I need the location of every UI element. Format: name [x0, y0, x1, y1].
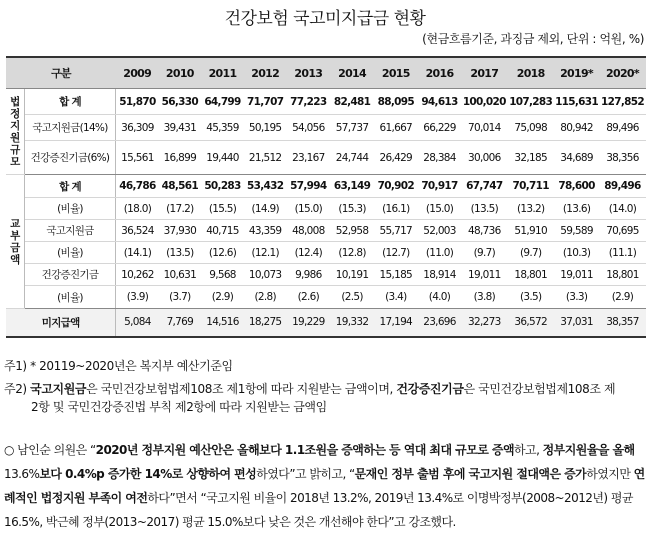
table-row: 국고지원금(14%) 36,309 39,431 45,359 50,195 54,056 57,737 61,667 66,229 70,014 75,098 80,942 89,496	[6, 115, 646, 141]
header-category: 구분	[6, 57, 116, 89]
section-label-legal: 법정지원규모	[6, 89, 24, 175]
table-row: 건강증진기금 10,262 10,631 9,568 10,073 9,986 10,191 15,185 18,914 19,011 18,801 19,011 18,801	[6, 264, 646, 286]
header-year: 2014	[330, 57, 374, 89]
row-label: (비율)	[24, 286, 116, 309]
footnote-1: 주1) * 20119~2020년은 복지부 예산기준임	[4, 359, 233, 373]
footnote-2-line1: 주2) 국고지원금은 국민건강보험법제108조 제1항에 따라 지원받는 금액이며, 건강증진기금은 국민건강보험법제108조 제	[4, 382, 616, 396]
header-year: 2010	[159, 57, 202, 89]
row-label: 건강증진기금(6%)	[24, 141, 116, 175]
section-label-paid: 교부금액	[6, 175, 24, 309]
header-year: 2012	[244, 57, 287, 89]
footnote-2-line2: 2항 및 국민건강증진법 부칙 제2항에 따라 지원받는 금액임	[31, 400, 327, 414]
table-row: (비율) (14.1) (13.5) (12.6) (12.1) (12.4) (12.8) (12.7) (11.0) (9.7) (9.7) (10.3) (11.1)	[6, 242, 646, 264]
row-label: 건강증진기금	[24, 264, 116, 286]
table-row: 법정지원규모 합 계 51,870 56,330 64,799 71,707 77,223 82,481 88,095 94,613 100,020 107,283 115,631 127,852	[6, 89, 646, 115]
header-year: 2020*	[599, 57, 646, 89]
header-year: 2019*	[554, 57, 599, 89]
table-row: 교부금액 합 계 46,786 48,561 50,283 53,432 57,994 63,149 70,902 70,917 67,747 70,711 78,600 89,496	[6, 175, 646, 198]
footnote-2	[4, 380, 646, 416]
table-row: 미지급액 5,084 7,769 14,516 18,275 19,229 19,332 17,194 23,696 32,273 36,572 37,031 38,357	[6, 309, 646, 337]
term-health-fund: 건강증진기금	[396, 382, 464, 396]
row-label: 합 계	[24, 89, 116, 115]
header-year: 2013	[286, 57, 330, 89]
row-label: 미지급액	[6, 309, 116, 337]
table-row: 건강증진기금(6%) 15,561 16,899 19,440 21,512 23,167 24,744 26,429 28,384 30,006 32,185 34,689 38,356	[6, 141, 646, 175]
subsidy-table	[6, 56, 646, 338]
header-year: 2017	[461, 57, 507, 89]
row-label: (비율)	[24, 242, 116, 264]
unit-note: (현금흐름기준, 과징금 제외, 단위 : 억원, %)	[422, 32, 644, 46]
header-year: 2011	[201, 57, 244, 89]
header-row	[6, 57, 646, 89]
row-label: 국고지원금	[24, 220, 116, 242]
table-row: (비율) (18.0) (17.2) (15.5) (14.9) (15.0) (15.3) (16.1) (15.0) (13.5) (13.2) (13.6) (14.0)	[6, 198, 646, 220]
header-year: 2015	[374, 57, 418, 89]
page-title: 건강보험 국고미지급금 현황	[224, 9, 426, 29]
header-year: 2009	[116, 57, 159, 89]
term-gov-subsidy: 국고지원금	[30, 382, 87, 396]
header-year: 2016	[418, 57, 462, 89]
table-row: 국고지원금 36,524 37,930 40,715 43,359 48,008 52,958 55,717 52,003 48,736 51,910 59,589 70,695	[6, 220, 646, 242]
table-row: (비율) (3.9) (3.7) (2.9) (2.8) (2.6) (2.5) (3.4) (4.0) (3.8) (3.5) (3.3) (2.9)	[6, 286, 646, 309]
row-label: (비율)	[24, 198, 116, 220]
row-label: 국고지원금(14%)	[24, 115, 116, 141]
row-label: 합 계	[24, 175, 116, 198]
body-paragraph: ○ 남인순 의원은 “2020년 정부지원 예산안은 올해보다 1.1조원을 증액하는 등 역대 최대 규모로 증액하고, 정부지원율을 올해 13.6%보다 0.4%p 증가한 14%로 상향하여 편성하였다”고 밝히고, “문재인 정부 출범 후에 국고지원 절대액은 증가하였지만 연례적인 법정지원 부족이 여전하다”면서 “국고지원 비율이 2018년 13.2%, 2019년 13.4%로 이명박정부(2008~2012년) 평균 16.5%, 박근혜 정부(2013~2017) 평균 15.0%보다 낮은 것은 개선해야 한다”고 강조했다.	[4, 443, 645, 529]
header-year: 2018	[507, 57, 554, 89]
